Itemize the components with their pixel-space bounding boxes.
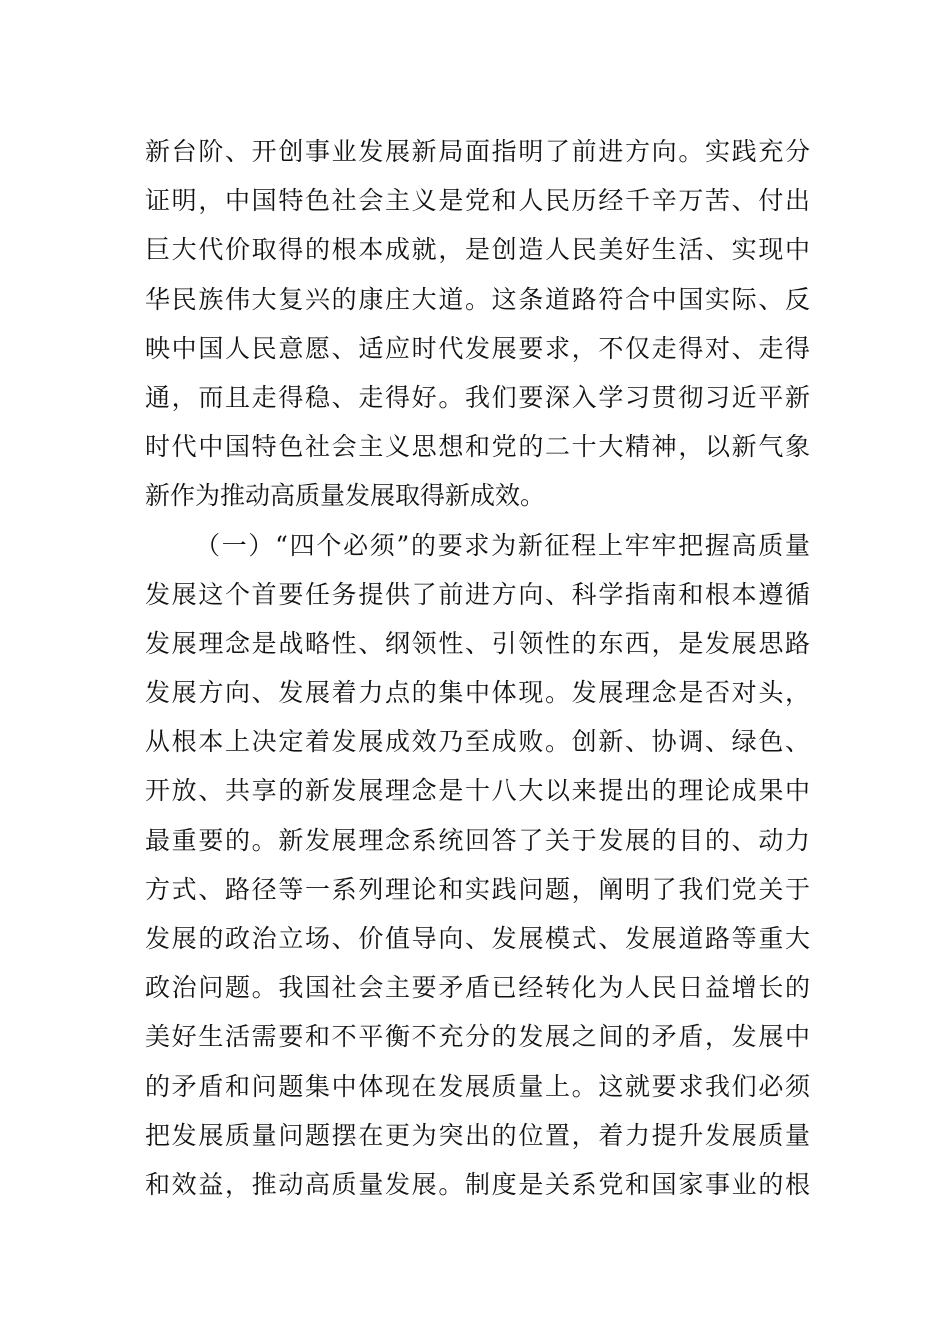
- text-line: 证明，中国特色社会主义是党和人民历经千辛万苦、付出: [145, 186, 810, 216]
- text-line: 发展的政治立场、价值导向、发展模式、发展道路等重大: [145, 924, 810, 953]
- text-line: 最重要的。新发展理念系统回答了关于发展的目的、动力: [145, 825, 810, 855]
- text-line: 发展理念是战略性、纲领性、引领性的东西，是发展思路: [145, 628, 810, 658]
- text-line: 新台阶、开创事业发展新局面指明了前进方向。实践充分: [145, 137, 810, 166]
- text-line: 方式、路径等一系列理论和实践问题，阐明了我们党关于: [145, 874, 810, 904]
- text-line: 和效益，推动高质量发展。制度是关系党和国家事业的根: [145, 1169, 810, 1199]
- text-line: 华民族伟大复兴的康庄大道。这条道路符合中国实际、反: [145, 284, 810, 314]
- body-text: [145, 127, 810, 1209]
- text-line: 美好生活需要和不平衡不充分的发展之间的矛盾，发展中: [145, 1022, 810, 1052]
- text-line: 发展这个首要任务提供了前进方向、科学指南和根本遵循: [145, 579, 810, 609]
- text-line: 巨大代价取得的根本成就，是创造人民美好生活、实现中: [145, 235, 810, 265]
- text-line: 新作为推动高质量发展取得新成效。: [145, 481, 546, 511]
- text-line: 从根本上决定着发展成效乃至成败。创新、协调、绿色、: [145, 727, 810, 757]
- text-line: 政治问题。我国社会主要矛盾已经转化为人民日益增长的: [145, 973, 810, 1003]
- text-line: 把发展质量问题摆在更为突出的位置，着力提升发展质量: [145, 1120, 810, 1150]
- section-heading-line: （一）“四个必须”的要求为新征程上牢牢把握高质量: [195, 530, 810, 560]
- text-line: 通，而且走得稳、走得好。我们要深入学习贯彻习近平新: [145, 382, 810, 412]
- text-line: 映中国人民意愿、适应时代发展要求，不仅走得对、走得: [145, 333, 810, 363]
- text-line: 时代中国特色社会主义思想和党的二十大精神，以新气象: [145, 432, 810, 462]
- text-line: 开放、共享的新发展理念是十八大以来提出的理论成果中: [145, 776, 810, 806]
- text-line: 发展方向、发展着力点的集中体现。发展理念是否对头，: [145, 678, 810, 708]
- text-line: 的矛盾和问题集中体现在发展质量上。这就要求我们必须: [145, 1071, 810, 1101]
